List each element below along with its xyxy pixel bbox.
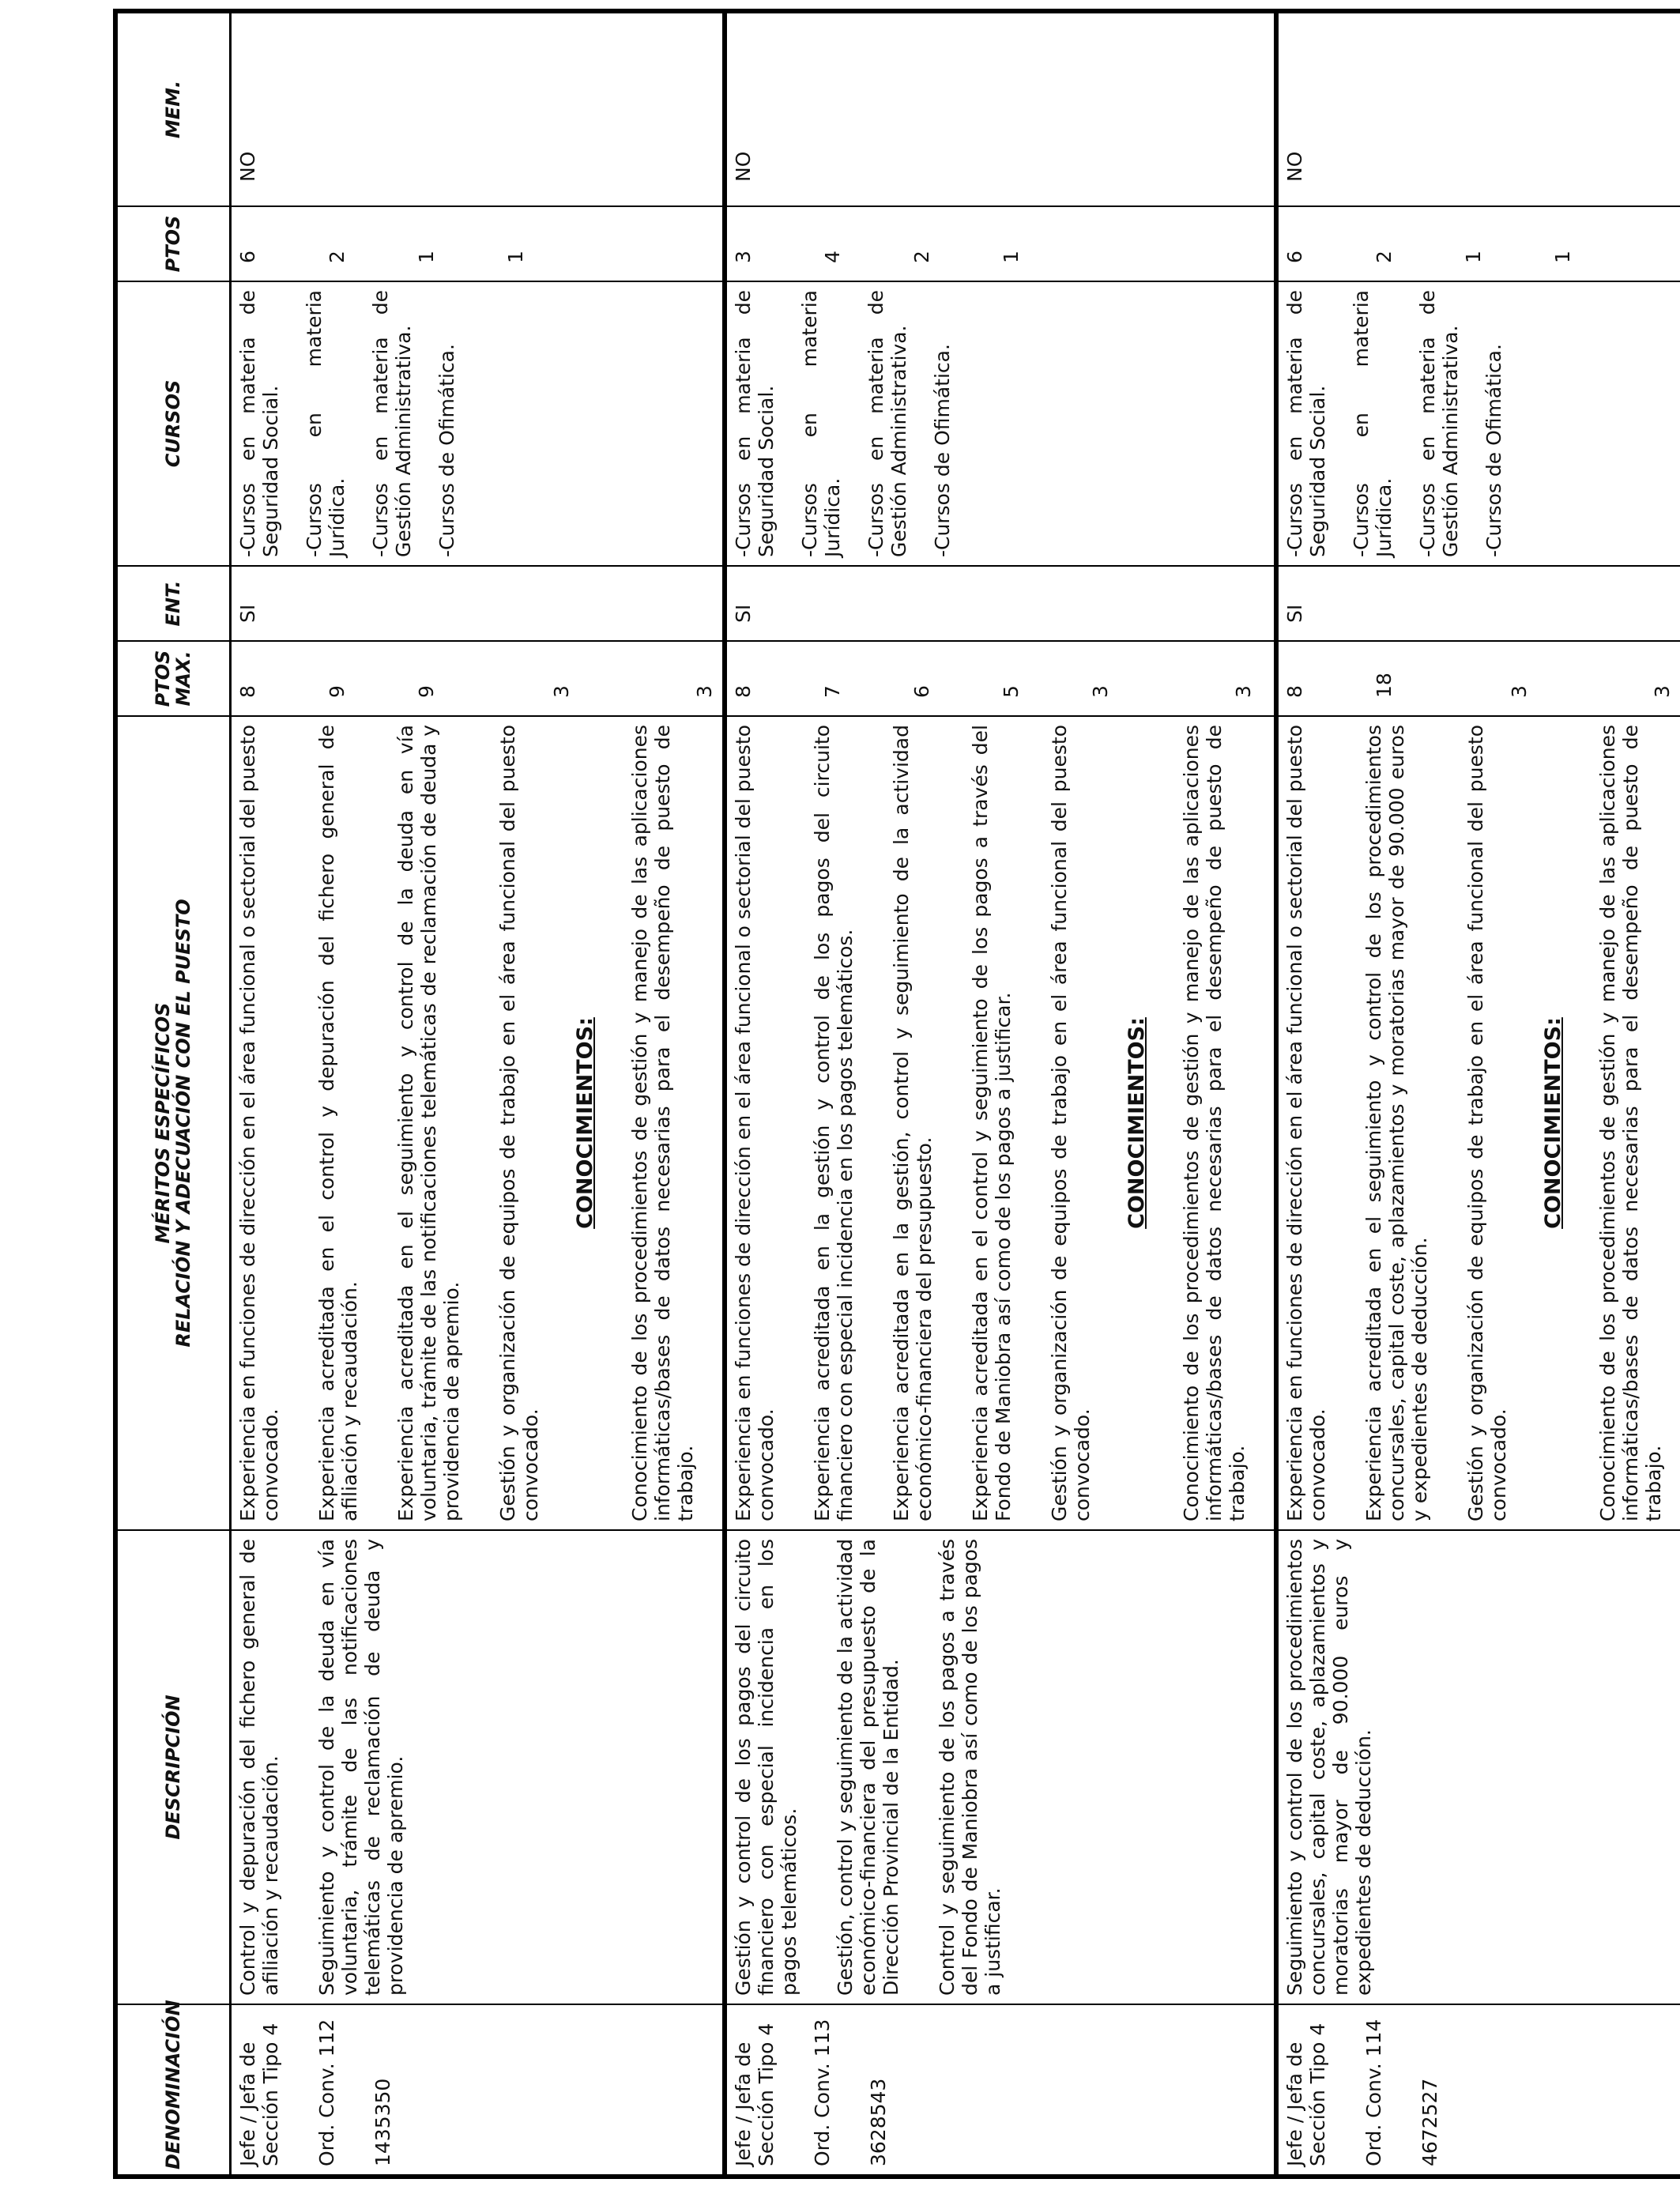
conocimientos-text: Conocimiento de los procedimientos de gestión y manejo de las aplicaciones informáticas/bases de datos necesarias para el desempeño de puesto de trabajo. — [627, 725, 697, 1521]
descripcion-item: Gestión, control y seguimiento de la actividad económico-financiera del presupuesto de la Dirección Provincial de la Entidad. — [833, 1539, 902, 1996]
mem-cell: NO — [230, 11, 725, 206]
conocimientos-heading: CONOCIMIENTOS: — [1540, 1017, 1565, 1229]
descripcion-item: Gestión y control de los pagos del circuito financiero con especial incidencia en los pagos telemáticos. — [731, 1539, 800, 1996]
table-row — [725, 11, 1276, 2177]
denominacion-code: 3628543 — [866, 2078, 890, 2166]
ptos-value: 6 — [1283, 251, 1306, 263]
header-cursos: CURSOS — [115, 281, 230, 566]
merito-item: Experiencia acreditada en la gestión, control y seguimiento de la actividad económico-financiera del presupuesto. — [889, 725, 936, 1521]
meritos-cell — [1276, 716, 1680, 1530]
merito-item: Experiencia acreditada en la gestión y control de los pagos del circuito financiero con especial incidencia en los pagos telemáticos. — [810, 725, 857, 1521]
denominacion-title: Jefe / Jefa de Sección Tipo 4 — [731, 2022, 778, 2166]
denominacion-cell — [1276, 2004, 1680, 2177]
header-meritos-line2: RELACIÓN Y ADECUACIÓN CON EL PUESTO — [172, 899, 195, 1348]
ptos-value: 1 — [999, 251, 1023, 263]
ptos-max-value: 9 — [325, 685, 348, 698]
cursos-cell — [1276, 281, 1680, 566]
denominacion-order: Ord. Conv. 113 — [810, 2019, 834, 2166]
ptos-max-value: 5 — [999, 685, 1023, 698]
header-mem: MEM. — [115, 11, 230, 206]
header-ent: ENT. — [115, 566, 230, 641]
curso-item: -Cursos de Ofimática. — [435, 344, 458, 557]
ptos-max-value: 3 — [1231, 685, 1255, 698]
ptos-max-value: 3 — [692, 685, 716, 698]
ptos-cell — [1276, 206, 1680, 281]
ptos-max-value: 8 — [1283, 685, 1306, 698]
table-row — [1276, 11, 1680, 2177]
header-meritos-line1: MÉRITOS ESPECÍFICOS — [152, 1002, 175, 1244]
ptos-value: 3 — [731, 251, 755, 263]
ptos-max-cell — [725, 641, 1276, 716]
merito-item: Experiencia acreditada en el seguimiento y control de los procedimientos concursales, capital coste, aplazamientos y moratorias mayor de 90.000 euros y expedientes de deducción. — [1362, 725, 1431, 1521]
ptos-value: 1 — [1550, 251, 1574, 263]
descripcion-cell — [230, 1530, 725, 2004]
merito-item: Experiencia acreditada en el control y depuración del fichero general de afiliación y recaudación. — [315, 725, 361, 1521]
ptos-max-value: 3 — [549, 685, 573, 698]
cursos-cell — [230, 281, 725, 566]
conocimientos-text: Conocimiento de los procedimientos de gestión y manejo de las aplicaciones informáticas/bases de datos necesarias para el desempeño de puesto de trabajo. — [1179, 725, 1249, 1521]
merito-item: Experiencia en funciones de dirección en el área funcional o sectorial del puesto convocado. — [235, 725, 282, 1521]
ent-cell: SI — [230, 566, 725, 641]
descripcion-item: Control y depuración del fichero general de afiliación y recaudación. — [235, 1539, 282, 1996]
ptos-value: 6 — [235, 251, 259, 263]
denominacion-cell — [230, 2004, 725, 2177]
header-ptos: PTOS — [115, 206, 230, 281]
curso-item: -Cursos en materia de Seguridad Social. — [235, 290, 282, 557]
ent-cell: SI — [725, 566, 1276, 641]
conocimientos-text: Conocimiento de los procedimientos de gestión y manejo de las aplicaciones informáticas/bases de datos necesarias para el desempeño de puesto de trabajo. — [1595, 725, 1665, 1521]
merits-table — [113, 9, 1680, 2179]
conocimientos-heading: CONOCIMIENTOS: — [572, 1017, 597, 1229]
ptos-max-cell — [1276, 641, 1680, 716]
merito-item: Gestión y organización de equipos de trabajo en el área funcional del puesto convocado. — [1047, 725, 1094, 1521]
meritos-cell — [230, 716, 725, 1530]
ptos-max-value: 9 — [414, 685, 438, 698]
ptos-value: 1 — [1461, 251, 1485, 263]
descripcion-item: Control y seguimiento de los pagos a través del Fondo de Maniobra así como de los pagos a justificar. — [935, 1539, 1004, 1996]
ptos-value: 2 — [325, 251, 348, 263]
ptos-max-value: 8 — [235, 685, 259, 698]
denominacion-title: Jefe / Jefa de Sección Tipo 4 — [235, 2022, 282, 2166]
ent-cell: SI — [1276, 566, 1680, 641]
header-row — [115, 11, 230, 2177]
curso-item: -Cursos en materia Jurídica. — [797, 290, 844, 557]
ptos-max-value: 18 — [1372, 673, 1396, 698]
ptos-value: 2 — [910, 251, 933, 263]
ptos-cell — [725, 206, 1276, 281]
curso-item: -Cursos de Ofimática. — [930, 344, 954, 557]
header-ptos-max — [115, 641, 230, 716]
ptos-value: 4 — [820, 251, 844, 263]
mem-cell: NO — [1276, 11, 1680, 206]
curso-item: -Cursos en materia de Gestión Administrativa. — [368, 290, 415, 557]
merito-item: Experiencia en funciones de dirección en el área funcional o sectorial del puesto convocado. — [731, 725, 778, 1521]
ptos-value: 1 — [414, 251, 438, 263]
merito-item: Experiencia acreditada en el control y seguimiento de los pagos a través del Fondo de Maniobra así como de los pagos a justificar. — [968, 725, 1015, 1521]
ptos-value: 2 — [1372, 251, 1396, 263]
merito-item: Gestión y organización de equipos de trabajo en el área funcional del puesto convocado. — [495, 725, 542, 1521]
descripcion-cell — [725, 1530, 1276, 2004]
descripcion-cell — [1276, 1530, 1680, 2004]
curso-item: -Cursos en materia de Seguridad Social. — [731, 290, 778, 557]
table-row — [230, 11, 725, 2177]
denominacion-order: Ord. Conv. 112 — [315, 2019, 338, 2166]
ptos-max-value: 6 — [910, 685, 933, 698]
descripcion-item: Seguimiento y control de los procedimientos concursales, capital coste, aplazamientos y moratorias mayor de 90.000 euros y expedientes de deducción. — [1283, 1539, 1375, 1996]
header-ptos-max-line1: PTOS — [152, 650, 175, 707]
merito-item: Experiencia acreditada en el seguimiento y control de la deuda en vía voluntaria, trámite de las notificaciones telemáticas de reclamación de deuda y providencia de apremio. — [394, 725, 463, 1521]
denominacion-code: 1435350 — [371, 2078, 394, 2166]
denominacion-order: Ord. Conv. 114 — [1362, 2019, 1385, 2166]
denominacion-cell — [725, 2004, 1276, 2177]
header-meritos — [115, 716, 230, 1530]
ptos-max-value: 8 — [731, 685, 755, 698]
mem-cell: NO — [725, 11, 1276, 206]
ptos-max-cell — [230, 641, 725, 716]
ptos-max-value: 3 — [1088, 685, 1112, 698]
curso-item: -Cursos en materia de Gestión Administrativa. — [864, 290, 910, 557]
ptos-max-value: 3 — [1507, 685, 1531, 698]
header-denominacion: DENOMINACIÓN — [115, 2004, 230, 2177]
descripcion-item: Seguimiento y control de la deuda en vía voluntaria, trámite de las notificaciones telemáticas de reclamación de deuda y providencia de apremio. — [315, 1539, 407, 1996]
header-ptos-max-line2: MAX. — [172, 650, 195, 707]
curso-item: -Cursos de Ofimática. — [1482, 344, 1505, 557]
merito-item: Gestión y organización de equipos de trabajo en el área funcional del puesto convocado. — [1463, 725, 1510, 1521]
curso-item: -Cursos en materia de Seguridad Social. — [1283, 290, 1329, 557]
conocimientos-heading: CONOCIMIENTOS: — [1124, 1017, 1149, 1229]
denominacion-title: Jefe / Jefa de Sección Tipo 4 — [1283, 2022, 1329, 2166]
denominacion-code: 4672527 — [1418, 2078, 1441, 2166]
meritos-cell — [725, 716, 1276, 1530]
cursos-cell — [725, 281, 1276, 566]
ptos-value: 1 — [503, 251, 527, 263]
ptos-cell — [230, 206, 725, 281]
curso-item: -Cursos en materia de Gestión Administrativa. — [1415, 290, 1462, 557]
curso-item: -Cursos en materia Jurídica. — [1349, 290, 1396, 557]
ptos-max-value: 3 — [1650, 685, 1674, 698]
curso-item: -Cursos en materia Jurídica. — [302, 290, 348, 557]
ptos-max-value: 7 — [820, 685, 844, 698]
header-descripcion: DESCRIPCIÓN — [115, 1530, 230, 2004]
merito-item: Experiencia en funciones de dirección en el área funcional o sectorial del puesto convocado. — [1283, 725, 1329, 1521]
